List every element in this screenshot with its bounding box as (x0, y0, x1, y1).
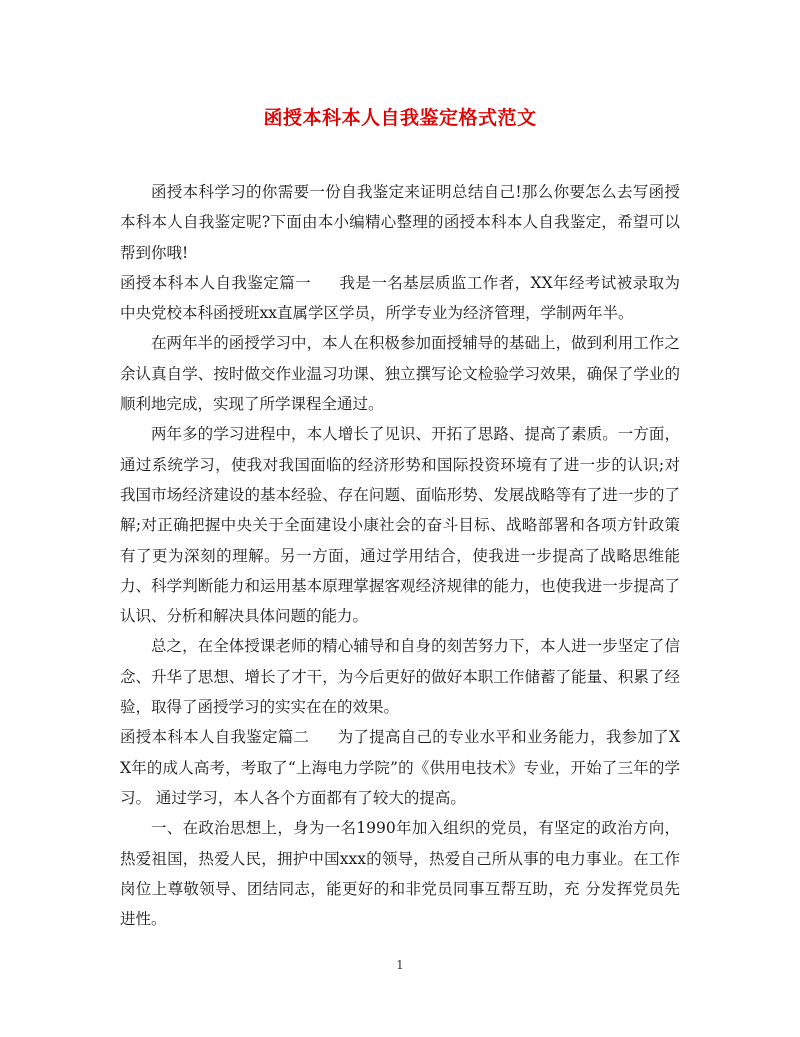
section-1-paragraph: 在两年半的函授学习中，本人在积极参加面授辅导的基础上，做到利用工作之余认真自学、按时做交作业温习功课、独立撰写论文检验学习效果，确保了学业的顺利地完成，实现了所学课程全通过。 (120, 334, 680, 414)
section-2-heading: 函授本科本人自我鉴定篇二 (120, 728, 310, 747)
section-2-paragraph: 一、在政治思想上，身为一名1990年加入组织的党员，有坚定的政治方向，热爱祖国，热爱人民，拥护中国xxx的领导，热爱自己所从事的电力事业。在工作岗位上尊敬领导、团结同志，能更好的和非党员同事互帮互助，充 分发挥党员先进性。 (120, 819, 680, 929)
section-1-lead: 我是一名基层质监工作者，XX年经考试被录取为中央党校本科函授班xx直属学区学员，所学专业为经济管理，学制两年半。 (120, 273, 680, 323)
page-number: 1 (396, 958, 404, 972)
document-body (120, 177, 680, 934)
section-1-paragraph: 总之，在全体授课老师的精心辅导和自身的刻苦努力下，本人进一步坚定了信念、升华了思想、增长了才干，为今后更好的做好本职工作储蓄了能量、积累了经验，取得了函授学习的实实在在的效果。 (120, 637, 680, 717)
section-2-lead: 为了提高自己的专业水平和业务能力，我参加了XX年的成人高考，考取了“上海电力学院”的《供用电技术》专业，开始了三年的学习。 通过学习，本人各个方面都有了较大的提高。 (120, 728, 680, 807)
section-2-lead-paragraph (120, 722, 680, 813)
intro-paragraph: 函授本科学习的你需要一份自我鉴定来证明总结自己!那么你要怎么去写函授本科本人自我鉴定呢?下面由本小编精心整理的函授本科本人自我鉴定，希望可以帮到你哦! (120, 183, 680, 262)
document-title: 函授本科本人自我鉴定格式范文 (263, 107, 537, 129)
section-1-paragraph: 两年多的学习进程中，本人增长了见识、开拓了思路、提高了素质。一方面，通过系统学习，使我对我国面临的经济形势和国际投资环境有了进一步的认识;对我国市场经济建设的基本经验、存在问题、面临形势、发展战略等有了进一步的了解;对正确把握中央关于全面建设小康社会的奋斗目标、战略部署和各项方针政策有了更为深刻的理解。另一方面，通过学用结合，使我进一步提高了战略思维能力、科学判断能力和运用基本原理掌握客观经济规律的能力，也使我进一步提高了认识、分析和解决具体问题的能力。 (120, 425, 680, 626)
section-1-heading: 函授本科本人自我鉴定篇一 (120, 273, 312, 292)
section-1-lead-paragraph (120, 268, 680, 329)
